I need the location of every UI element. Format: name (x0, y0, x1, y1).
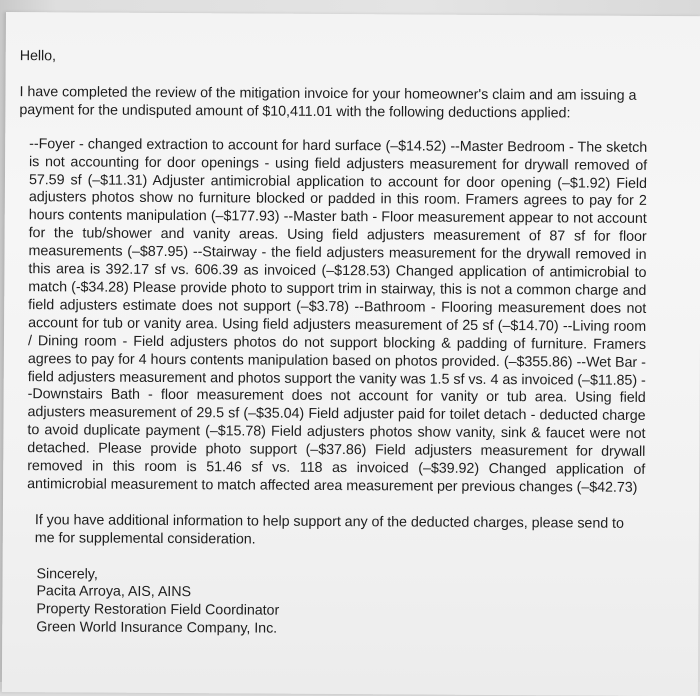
closing-paragraph: If you have additional information to help support any of the deducted charges, please send to me for supplemental consideration. (34, 512, 624, 548)
greeting: Hello, (19, 48, 57, 65)
signer-company: Green World Insurance Company, Inc. (36, 619, 278, 637)
valediction: Sincerely, (36, 565, 98, 583)
signer-name: Pacita Arroya, AIS, AINS (36, 583, 192, 601)
signer-title: Property Restoration Field Coordinator (36, 601, 280, 619)
letter-body (16, 48, 652, 641)
signature-block (36, 566, 648, 641)
deductions-paragraph: --Foyer - changed extraction to account for hard surface (–$14.52) --Master Bedroom - The sketch is not accounting for door openings - using field adjusters measurement for drywall removed of 57.59 sf (–$11.31) Adjuster antimicrobial application to account for door opening (–$1.92) Field adjusters photos show no furniture blocked or padded in this room. Framers agrees to pay for 2 hours contents manipulation (–$177.93) --Master bath - Floor measurement appear to not account for the tub/shower and vanity areas. Using field adjusters measurement of 87 sf for floor measurements (–$87.95) --Stairway - the field adjusters measurement for the drywall removed in this area is 392.17 sf vs. 606.39 as invoiced (–$128.53) Changed application of antimicrobial to match (-$34.28) Please provide photo to support trim in stairway, this is not a common charge and field adjusters estimate does not support (–$3.78) --Bathroom - Flooring measurement does not account for tub or vanity area. Using field adjusters measurement of 25 sf (–$14.70) --Living room / Dining room - Field adjusters photos do not support blocking & padding of furniture. Framers agrees to pay for 4 hours contents manipulation based on photos provided. (–$355.86) --Wet Bar - field adjusters measurement and photos support the vanity was 1.5 sf vs. 4 as invoiced (–$11.85) --Downstairs Bath - floor measurement does not account for vanity or tub area. Using field adjusters measurement of 29.5 sf (–$35.04) Field adjuster paid for toilet detach - deducted charge to avoid duplicate payment (–$15.78) Field adjusters photos show vanity, sink & faucet were not detached. Please provide photo support (–$37.86) Field adjusters measurement for drywall removed in this room is 51.46 sf vs. 118 as invoiced (–$39.92) Changed application of antimicrobial measurement to match affected area measurement per previous changes (–$42.73) (27, 135, 648, 496)
intro-paragraph: I have completed the review of the mitigation invoice for your homeowner's claim and am issuing a payment for the undisputed amount of $10,411.01 with the following deductions applied: (19, 83, 637, 122)
letter-page (2, 12, 700, 696)
